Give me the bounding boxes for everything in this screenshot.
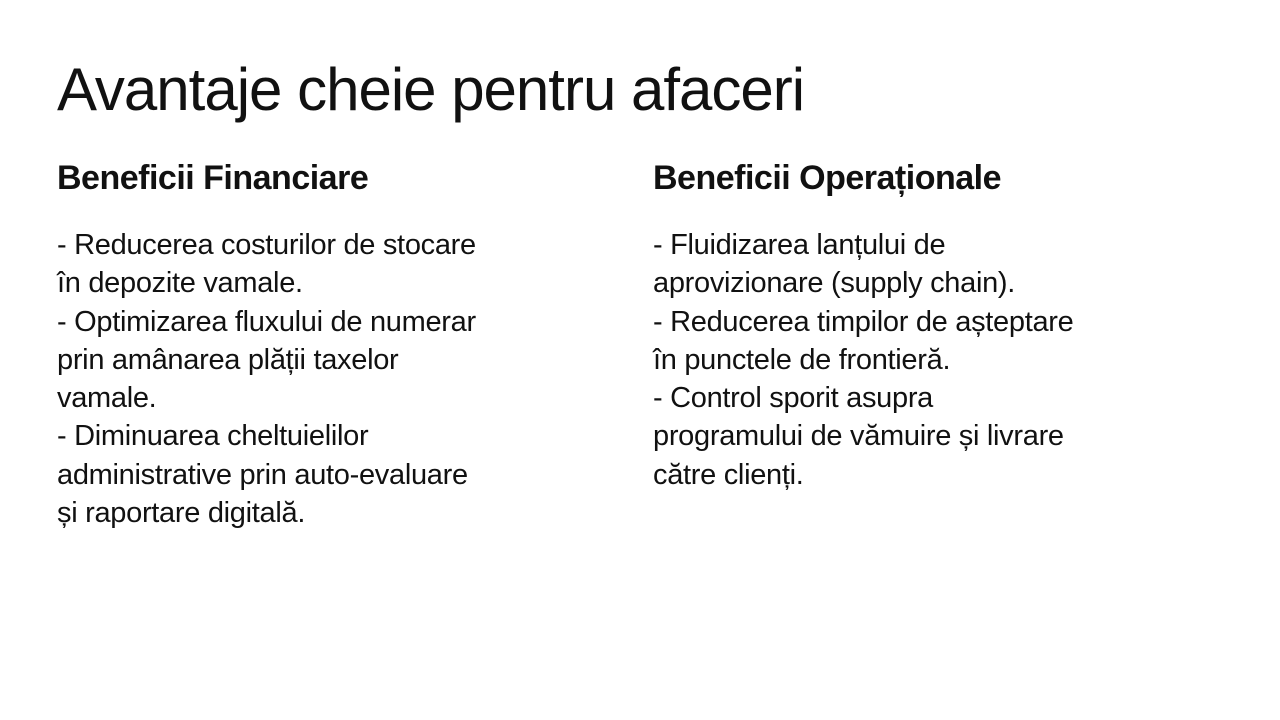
slide-title: Avantaje cheie pentru afaceri: [57, 56, 805, 123]
text-line: - Diminuarea cheltuielilor: [57, 420, 369, 453]
text-line: - Control sporit asupra: [653, 382, 933, 415]
financial-benefits-column: [57, 156, 577, 532]
text-line: - Reducerea timpilor de așteptare: [653, 305, 1074, 338]
text-line: - Reducerea costurilor de stocare: [57, 229, 476, 261]
text-line: și raportare digitală.: [57, 497, 306, 530]
operational-benefits-text: [653, 226, 1173, 494]
operational-benefits-heading: Beneficii Operaționale: [653, 159, 1001, 197]
text-line: vamale.: [57, 382, 157, 415]
text-line: - Optimizarea fluxului de numerar: [57, 305, 476, 338]
text-line: în punctele de frontieră.: [653, 343, 951, 376]
text-line: administrative prin auto-evaluare: [57, 458, 468, 491]
financial-benefits-heading: Beneficii Financiare: [57, 159, 369, 197]
operational-benefits-column: [653, 156, 1173, 494]
text-line: programului de vămuire și livrare: [653, 420, 1064, 453]
text-line: prin amânarea plății taxelor: [57, 343, 399, 376]
text-line: - Fluidizarea lanțului de: [653, 229, 946, 261]
financial-benefits-text: [57, 226, 577, 532]
text-line: aprovizionare (supply chain).: [653, 267, 1016, 300]
text-line: către clienți.: [653, 458, 804, 491]
text-line: în depozite vamale.: [57, 267, 303, 300]
